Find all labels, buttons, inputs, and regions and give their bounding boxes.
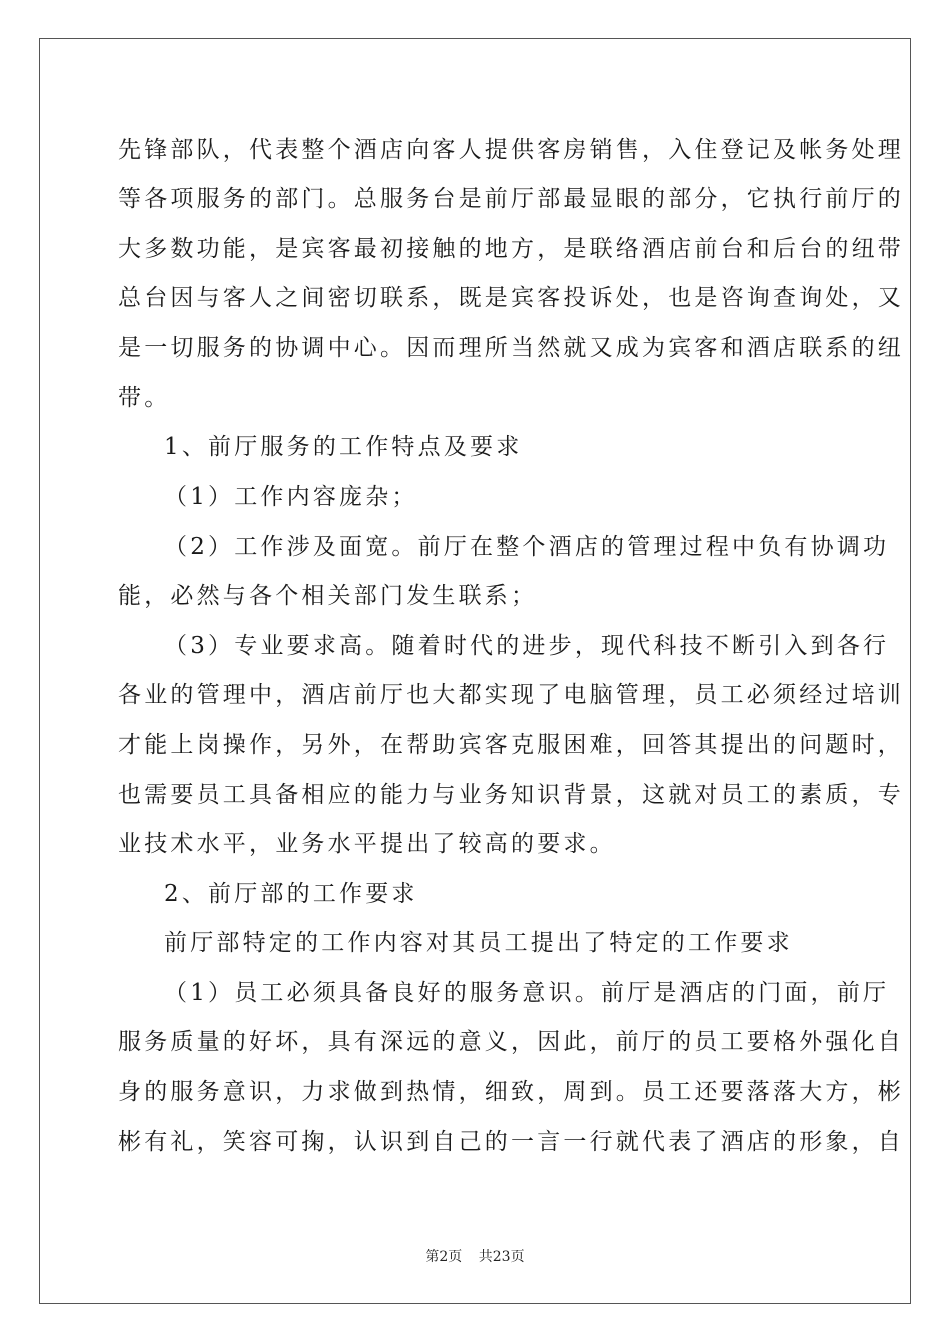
section-heading: 1、前厅服务的工作特点及要求 [164, 434, 523, 460]
body-line: 先锋部队，代表整个酒店向客人提供客房销售，入住登记及帐务处理 [118, 137, 904, 163]
body-line: 也需要员工具备相应的能力与业务知识背景，这就对员工的素质，专 [118, 782, 904, 808]
body-line: 前厅部特定的工作内容对其员工提出了特定的工作要求 [164, 930, 793, 956]
body-line: 身的服务意识，力求做到热情，细致，周到。员工还要落落大方，彬 [118, 1079, 904, 1105]
body-line: 能，必然与各个相关部门发生联系； [118, 583, 538, 609]
body-line: 是一切服务的协调中心。因而理所当然就又成为宾客和酒店联系的纽 [118, 335, 904, 361]
page-total: 共23页 [478, 1249, 525, 1265]
body-line: 彬有礼，笑容可掬，认识到自己的一言一行就代表了酒店的形象，自 [118, 1129, 904, 1155]
section-heading: 2、前厅部的工作要求 [164, 881, 418, 907]
page-footer [0, 1246, 950, 1266]
body-line: （1）工作内容庞杂； [164, 484, 418, 510]
body-line: （2）工作涉及面宽。前厅在整个酒店的管理过程中负有协调功 [164, 534, 890, 560]
body-line: 才能上岗操作，另外，在帮助宾客克服困难，回答其提出的问题时， [118, 732, 904, 758]
body-line: 带。 [118, 385, 171, 411]
body-line: （3）专业要求高。随着时代的进步，现代科技不断引入到各行 [164, 633, 890, 659]
body-line: 等各项服务的部门。总服务台是前厅部最显眼的部分，它执行前厅的 [118, 186, 904, 212]
body-line: 服务质量的好坏，具有深远的意义，因此，前厅的员工要格外强化自 [118, 1029, 904, 1055]
page-number: 第2页 [425, 1249, 463, 1265]
body-line: （1）员工必须具备良好的服务意识。前厅是酒店的门面，前厅 [164, 980, 890, 1006]
body-line: 业技术水平，业务水平提出了较高的要求。 [118, 831, 616, 857]
body-line: 各业的管理中，酒店前厅也大都实现了电脑管理，员工必须经过培训 [118, 682, 904, 708]
body-line: 总台因与客人之间密切联系，既是宾客投诉处，也是咨询查询处，又 [118, 285, 904, 311]
body-line: 大多数功能，是宾客最初接触的地方，是联络酒店前台和后台的纽带 [118, 236, 904, 262]
page-frame [39, 38, 911, 1304]
